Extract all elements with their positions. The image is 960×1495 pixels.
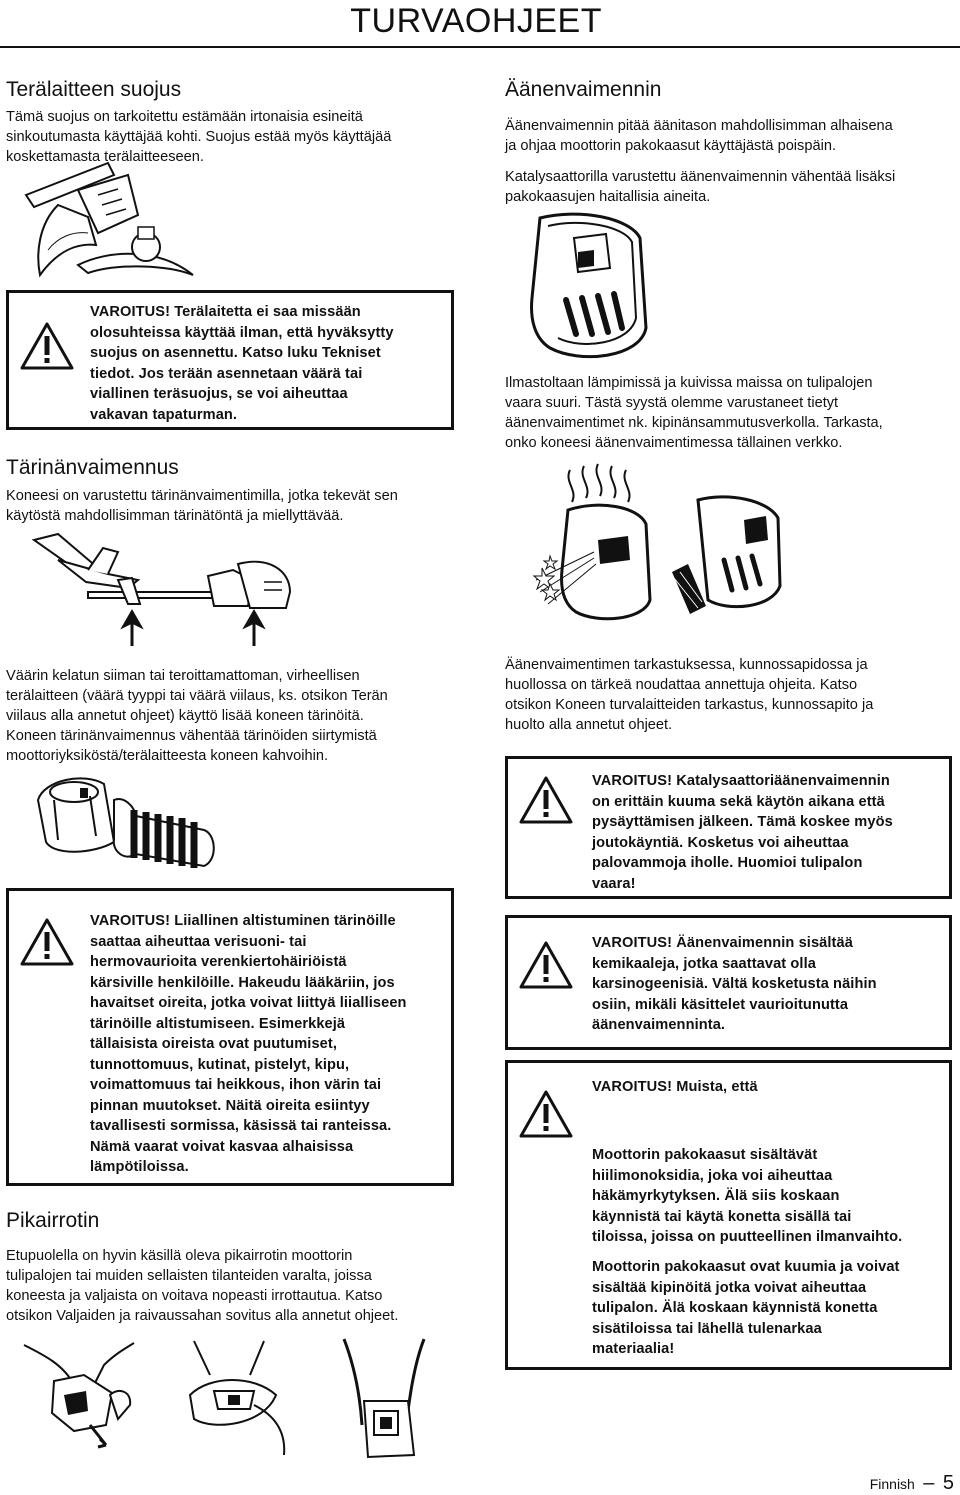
text-line: terälaitteen (väärä tyyppi tai väärä viilaus, ks. otsikon Terän — [6, 688, 388, 704]
warning-line: tiedot. Jos terään asennetaan väärä tai — [90, 365, 363, 382]
warning-line: VAROITUS! Liiallinen altistuminen tärinöille — [90, 913, 396, 929]
damper-parts-illustration — [24, 770, 224, 880]
muffler-text-2 — [505, 167, 895, 207]
text-line: tulipalojen tai muiden sellaisten tilanteiden varalta, joissa — [6, 1268, 372, 1284]
warning-line: kärsiville henkilöille. Hakeudu lääkäriin, jos — [90, 974, 395, 991]
warning-line: lämpötiloissa. — [90, 1159, 189, 1175]
warning-box-exhaust — [505, 1060, 952, 1370]
warning-line: materiaalia! — [592, 1341, 675, 1357]
page-number: 5 — [942, 1472, 954, 1494]
footer-language: Finnish — [869, 1476, 915, 1492]
footer-separator: – — [923, 1472, 935, 1494]
text-line: Äänenvaimentimen tarkastuksessa, kunnossapidossa ja — [505, 657, 868, 673]
warning-line: häkämyrkytyksen. Älä siis koskaan — [592, 1188, 840, 1204]
warning-line: tavallisesti sormissa, käsissä tai ranteissa. — [90, 1118, 392, 1134]
warning-triangle-icon — [518, 1089, 574, 1139]
text-line: koneesta ja valjaista on voitava nopeasti irrottautua. Katso — [6, 1288, 383, 1304]
warning-line: VAROITUS! Katalysaattoriäänenvaimennin — [592, 773, 890, 789]
text-line: huollossa on tärkeä noudattaa annettuja ohjeita. Katso — [505, 677, 858, 693]
text-line: moottoriyksiköstä/terälaitteesta koneen kahvoihin. — [6, 748, 329, 764]
warning-line: tulipalon. Älä koskaan käynnistä konetta — [592, 1300, 878, 1316]
warning-line: Nämä vaarat voivat kasvaa alhaisissa — [90, 1138, 354, 1155]
warning-box-vibration — [6, 888, 454, 1186]
warning-text — [90, 302, 394, 425]
warning-text — [90, 911, 407, 1178]
blade-guard-heading: Terälaitteen suojus — [6, 78, 182, 101]
text-line: viilaus alla annetut ohjeet) käyttö lisää koneen tärinöitä. — [6, 708, 364, 724]
warning-text — [592, 933, 877, 1036]
muffler-text-3 — [505, 373, 883, 453]
text-line: ja ohjaa moottorin pakokaasut käyttäjästä poispäin. — [505, 138, 836, 154]
warning-triangle-icon — [19, 917, 75, 967]
warning-text — [592, 1257, 900, 1360]
warning-line: saattaa aiheuttaa verisuoni- tai — [90, 933, 307, 950]
quick-release-text — [6, 1246, 398, 1326]
warning-line: vakavan tapaturman. — [90, 406, 238, 423]
blade-guard-illustration — [18, 155, 208, 290]
quick-release-illustration — [14, 1335, 454, 1460]
warning-box-catalyst — [505, 756, 952, 899]
warning-line: tärinöille altistumiseen. Esimerkkejä — [90, 1015, 346, 1032]
warning-triangle-icon — [518, 940, 574, 990]
warning-line: hiilimonoksidia, joka voi aiheuttaa — [592, 1167, 833, 1184]
text-line: käytöstä mahdollisimman tärinätöntä ja miellyttävää. — [6, 508, 344, 524]
warning-line: tiloissa, joissa on puutteellinen ilmanvaihto. — [592, 1229, 903, 1245]
warning-line: voimattomuus tai heikkous, ihon värin tai — [90, 1077, 382, 1093]
text-line: otsikon Koneen turvalaitteiden tarkastus, kunnossapito ja — [505, 697, 874, 713]
page-title: TURVAOHJEET — [350, 2, 602, 40]
warning-intro: VAROITUS! Muista, että — [592, 1079, 758, 1095]
muffler-text-1 — [505, 116, 893, 156]
vibration-damper-illustration — [28, 530, 298, 650]
warning-line: joutokäyntiä. Kosketus voi aiheuttaa — [592, 834, 849, 851]
warning-line: tunnottomuus, kutinat, pistelyt, kipu, — [90, 1056, 350, 1073]
warning-line: tällaisista oireista ovat puutumiset, — [90, 1036, 337, 1052]
text-line: Katalysaattorilla varustettu äänenvaimennin vähentää lisäksi — [505, 169, 896, 185]
text-line: Koneen tärinänvaimennus vähentää tärinöiden siirtymistä — [6, 728, 377, 744]
header-rule — [0, 46, 960, 48]
text-line: pakokaasujen haitallisia aineita. — [505, 189, 711, 205]
warning-text — [592, 1145, 902, 1248]
warning-line: vaara! — [592, 875, 636, 892]
warning-line: viallinen teräsuojus, se voi aiheuttaa — [90, 386, 348, 402]
warning-triangle-icon — [518, 775, 574, 825]
text-line: vaara suuri. Tästä syystä olemme varustaneet tietyt — [505, 395, 839, 411]
text-line: Ilmastoltaan lämpimissä ja kuivissa maissa on tulipalojen — [505, 375, 873, 391]
text-line: Tämä suojus on tarkoitettu estämään irtonaisia esineitä — [6, 109, 363, 125]
warning-line: palovammoja iholle. Huomioi tulipalon — [592, 855, 863, 871]
warning-line: pinnan muutokset. Näitä oireita esiintyy — [90, 1097, 370, 1114]
muffler-text-4 — [505, 655, 873, 735]
text-line: Etupuolella on hyvin käsillä oleva pikairrotin moottorin — [6, 1248, 353, 1264]
warning-line: VAROITUS! Terälaitetta ei saa missään — [90, 304, 361, 320]
warning-line: kemikaaleja, jotka saattavat olla — [592, 955, 816, 972]
warning-line: havaitset oireita, jotka voivat liittyä liialliseen — [90, 995, 407, 1011]
text-line: äänenvaimentimet nk. kipinänsammutusverkolla. Tarkasta, — [505, 415, 883, 431]
warning-line: äänenvaimenninta. — [592, 1017, 726, 1033]
warning-line: on erittäin kuuma sekä käytön aikana että — [592, 793, 885, 810]
muffler-illustration — [520, 208, 660, 368]
text-line: Äänenvaimennin pitää äänitason mahdollisimman alhaisena — [505, 118, 893, 134]
text-line: koskettamasta terälaitteeseen. — [6, 149, 204, 165]
warning-line: hermovaurioita verenkiertohäiriöistä — [90, 954, 347, 970]
warning-text — [592, 771, 893, 894]
text-line: Koneesi on varustettu tärinänvaimentimilla, jotka tekevät sen — [6, 488, 398, 504]
warning-line: sisältää kipinöitä jotka voivat aiheuttaa — [592, 1279, 867, 1296]
warning-line: olosuhteissa käyttää ilman, että hyväksytty — [90, 324, 394, 341]
warning-line: osiin, mikäli käsittelet vaurioitunutta — [592, 996, 849, 1013]
warning-line: sisätiloissa tai lähellä tulenarkaa — [592, 1320, 822, 1337]
spark-arrestor-illustration — [528, 460, 828, 630]
text-line: huolto alla annetut ohjeet. — [505, 717, 673, 733]
text-line: Väärin kelatun siiman tai teroittamattoman, virheellisen — [6, 668, 360, 684]
warning-box-chemicals — [505, 915, 952, 1050]
quick-release-heading: Pikairrotin — [6, 1209, 100, 1232]
warning-line: suojus on asennettu. Katso luku Tekniset — [90, 345, 381, 361]
warning-line: karsinogeenisiä. Vältä kosketusta näihin — [592, 976, 877, 992]
text-line: sinkoutumasta käyttäjää kohti. Suojus estää myös käyttäjää — [6, 129, 392, 145]
muffler-heading: Äänenvaimennin — [505, 78, 662, 101]
text-line: otsikon Valjaiden ja raivaussahan sovitus alla annetut ohjeet. — [6, 1308, 399, 1324]
warning-line: pysäyttämisen jälkeen. Tämä koskee myös — [592, 814, 893, 830]
warning-line: VAROITUS! Äänenvaimennin sisältää — [592, 935, 853, 951]
vibration-heading: Tärinänvaimennus — [6, 456, 179, 479]
warning-line: Moottorin pakokaasut ovat kuumia ja voivat — [592, 1259, 900, 1275]
vibration-text — [6, 666, 388, 766]
text-line: onko koneesi äänenvaimentimessa tällainen verkko. — [505, 435, 843, 451]
warning-line: käynnistä tai käytä konetta sisällä tai — [592, 1208, 852, 1225]
warning-box-blade — [6, 290, 454, 430]
vibration-intro — [6, 486, 398, 526]
warning-line: Moottorin pakokaasut sisältävät — [592, 1147, 818, 1163]
page-footer — [870, 1472, 954, 1495]
warning-triangle-icon — [19, 321, 75, 371]
